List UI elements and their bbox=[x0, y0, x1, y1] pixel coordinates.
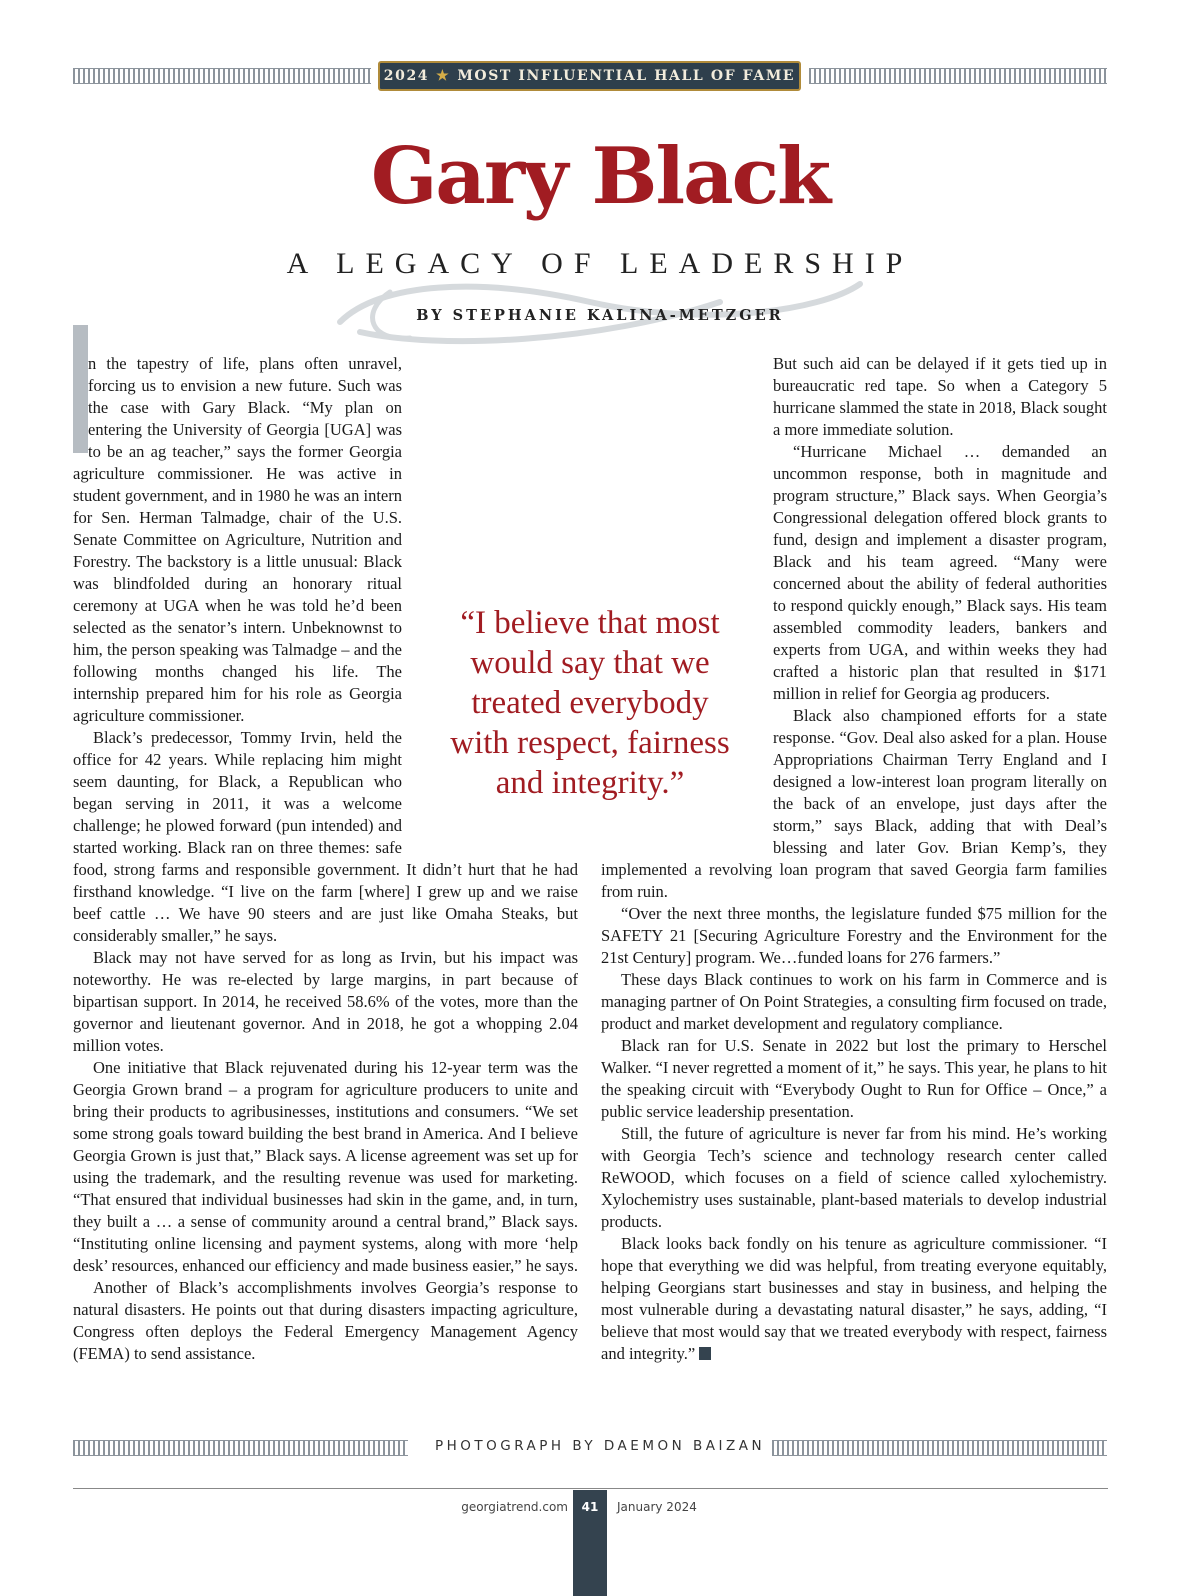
paragraph: These days Black continues to work on his farm in Commerce and is managing partner of On Point Strategies, a consulting firm focused on trade, product and market development and regulatory compliance. bbox=[601, 970, 1107, 1033]
left-column bbox=[73, 353, 578, 1365]
footer-website[interactable]: georgiatrend.com bbox=[461, 1500, 568, 1514]
banner-text bbox=[384, 68, 795, 84]
paragraph: Black may not have served for as long as Irvin, but his impact was noteworthy. He was re-elected by large margins, in part because of bipartisan support. In 2014, he received 58.6% of the votes, more than the governor and lieutenant governor. And in 2018, he got a whopping 2.04 million votes. bbox=[73, 948, 578, 1055]
footer-rule bbox=[73, 1488, 1108, 1489]
footer-issue-date: January 2024 bbox=[617, 1500, 697, 1514]
paragraph: Black’s predecessor, Tommy Irvin, held the office for 42 years. While replacing him might seem daunting, for Black, a Republican who began serving in 2011, it was a welcome challenge; he plowed forward (pun intended) and started working. Black ran on three themes: safe food, strong farms and responsible government. It didn’t hurt that he had firsthand knowledge. “I live on the farm [where] I grew up and we raise beef cattle … We have 90 steers and are just like Omaha Steaks, but considerably smaller,” he says. bbox=[73, 728, 578, 945]
final-paragraph-text: Black looks back fondly on his tenure as agriculture commissioner. “I hope that everything we did was helpful, from treating everyone equitably, helping Georgians start businesses and stay in business, and helping the most vulnerable during a devastating natural disaster,” he says, adding, “I believe that most would say that we treated everybody with respect, fairness and integrity.” bbox=[601, 1234, 1107, 1363]
right-column bbox=[601, 353, 1107, 1365]
end-mark-icon bbox=[699, 1347, 711, 1360]
byline: BY STEPHANIE KALINA-METZGER bbox=[416, 307, 784, 324]
photo-credit: PHOTOGRAPH BY DAEMON BAIZAN bbox=[434, 1438, 766, 1454]
header-rule-left bbox=[73, 68, 371, 84]
section-banner bbox=[378, 61, 801, 91]
paragraph: Black ran for U.S. Senate in 2022 but lost the primary to Herschel Walker. “I never regretted a moment of it,” he says. This year, he plans to hit the speaking circuit with “Everybody Ought to Run for Office – Once,” a public service leadership presentation. bbox=[601, 1036, 1107, 1121]
paragraph: One initiative that Black rejuvenated during his 12-year term was the Georgia Grown brand – a program for agriculture producers to unite and bring their products to agribusinesses, institutions and consumers. “We set some strong goals toward building the best brand in America. And I believe Georgia Grown is just that,” Black says. A license agreement was set up for using the trademark, and the resulting revenue was used for marketing. “That ensured that individual businesses had skin in the game, and, in turn, they built a … a sense of community around a central brand,” Black says. “Instituting online licensing and payment systems, along with more ‘help desk’ resources, enhanced our efficiency and made business easier,” he says. bbox=[73, 1058, 578, 1275]
paragraph: But such aid can be delayed if it gets tied up in bureaucratic red tape. So when a Category 5 hurricane slammed the state in 2018, Black sought a more immediate solution. bbox=[773, 354, 1107, 439]
paragraph: Still, the future of agriculture is never far from his mind. He’s working with Georgia Tech’s science and technology research center called ReWOOD, which focuses on a field of science called xylochemistry. Xylochemistry uses sustainable, plant-based materials to develop industrial products. bbox=[601, 1124, 1107, 1231]
page-number: 41 bbox=[573, 1490, 607, 1596]
banner-year: 2024 bbox=[383, 68, 430, 84]
paragraph: Black also championed efforts for a state response. “Gov. Deal also asked for a plan. House Appropriations Chairman Terry England and I designed a low-interest loan program literally on the back of an envelope, just days after the storm,” says Black, adding that with Deal’s blessing and later Gov. Brian Kemp’s, they implemented a revolving loan program that saved Georgia farm families from ruin. bbox=[601, 706, 1107, 901]
banner-label: MOST INFLUENTIAL HALL OF FAME bbox=[457, 68, 796, 84]
paragraph: Another of Black’s accomplishments involves Georgia’s response to natural disasters. He points out that during disasters impacting agriculture, Congress often deploys the Federal Emergency Management Agency (FEMA) to send assistance. bbox=[73, 1278, 578, 1363]
header-rule-right bbox=[809, 68, 1107, 84]
drop-cap-spacer bbox=[73, 353, 88, 463]
pull-quote: “I believe that most would say that we treated everybody with respect, fairness and integrity.” bbox=[450, 605, 730, 801]
article-subtitle: A LEGACY OF LEADERSHIP bbox=[286, 247, 914, 280]
star-icon: ★ bbox=[436, 68, 451, 84]
paragraph bbox=[601, 1233, 1107, 1365]
paragraph: “Hurricane Michael … demanded an uncommon response, both in magnitude and program structure,” Black says. When Georgia’s Congressional delegation offered block grants to fund, design and implement a disaster program, Black and his team agreed. “Many were concerned about the ability of federal authorities to respond quickly enough,” Black says. His team assembled commodity leaders, bankers and experts from UGA, and within weeks they had crafted a historic plan that resulted in $171 million in relief for Georgia ag producers. bbox=[773, 442, 1107, 703]
paragraph: “Over the next three months, the legislature funded $75 million for the SAFETY 21 [Securing Agriculture Forestry and the Environment for the 21st Century] program. We…funded loans for 276 farmers.” bbox=[601, 904, 1107, 967]
article-title: Gary Black bbox=[370, 131, 830, 222]
paragraph: n the tapestry of life, plans often unravel, forcing us to envision a new future. Such was the case with Gary Black. “My plan on entering the University of Georgia [UGA] was to be an ag teacher,” says the former Georgia agriculture commissioner. He was active in student government, and in 1980 he was an intern for Sen. Herman Talmadge, chair of the U.S. Senate Committee on Agriculture, Nutrition and Forestry. The backstory is a little unusual: Black was blindfolded during an honorary ritual ceremony at UGA when he was told he’d been selected as the senator’s intern. Unbeknownst to him, the person speaking was Talmadge – and the following months changed his life. The internship prepared him for his role as Georgia agriculture commissioner. bbox=[73, 354, 402, 725]
